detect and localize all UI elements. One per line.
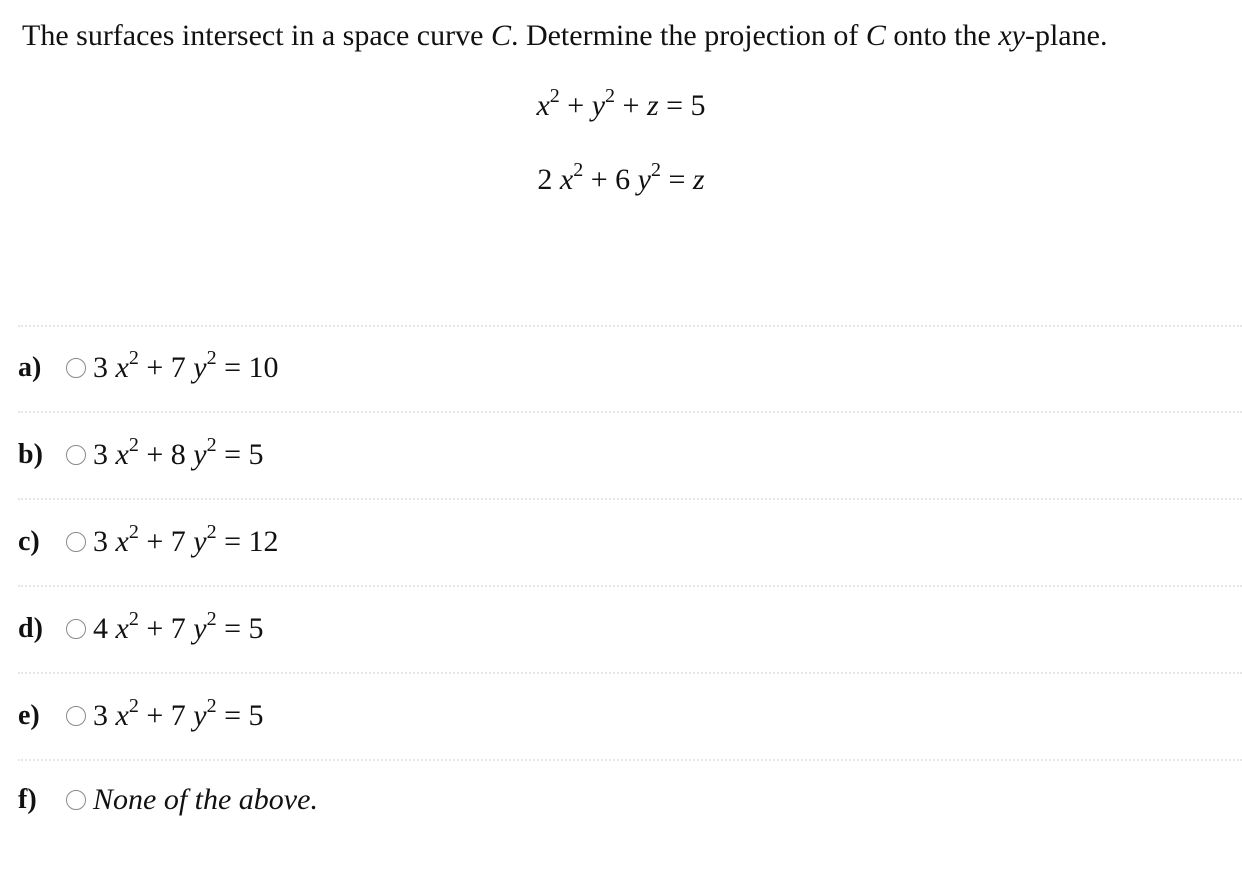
- choice-f-text: None of the above.: [93, 783, 318, 816]
- choice-separator: [18, 585, 1242, 587]
- choice-separator: [18, 759, 1242, 761]
- radio-button-c[interactable]: [66, 532, 86, 552]
- choice-d[interactable]: [18, 609, 264, 649]
- choice-c[interactable]: [18, 522, 279, 562]
- question-onto: onto the: [885, 19, 999, 52]
- choice-b[interactable]: [18, 435, 264, 475]
- radio-button-b[interactable]: [66, 445, 86, 465]
- choice-separator: [18, 411, 1242, 413]
- choice-separator: [18, 325, 1242, 327]
- radio-button-d[interactable]: [66, 619, 86, 639]
- choice-separator: [18, 498, 1242, 500]
- choice-a-text: 3 $x^2 + 7$ $y^2 = 10$: [93, 347, 279, 384]
- plane-variable: xy: [998, 19, 1025, 52]
- equation-2: 2 $x^2 + 6$ $y^2 = z$: [537, 159, 705, 196]
- choice-letter: c): [18, 526, 40, 557]
- choice-b-text: 3 $x^2 + 8$ $y^2 = 5$: [93, 434, 264, 471]
- question-text: [22, 16, 1222, 56]
- choice-e[interactable]: [18, 696, 264, 736]
- choice-d-text: 4 $x^2 + 7$ $y^2 = 5$: [93, 608, 264, 645]
- choice-letter: a): [18, 352, 42, 383]
- choice-separator: [18, 672, 1242, 674]
- radio-button-e[interactable]: [66, 706, 86, 726]
- radio-button-f[interactable]: [66, 790, 86, 810]
- choice-letter: d): [18, 613, 43, 644]
- choice-letter: e): [18, 700, 40, 731]
- curve-name: C: [490, 19, 511, 52]
- question-middle: . Determine the projection of: [510, 19, 866, 52]
- choice-e-text: 3 $x^2 + 7$ $y^2 = 5$: [93, 695, 264, 732]
- equation-1: $x^2 + y^2 + z = 5$: [536, 85, 706, 122]
- choice-letter: f): [18, 784, 37, 815]
- curve-name-2: C: [865, 19, 886, 52]
- question-prefix: The surfaces intersect in a space curve: [22, 19, 491, 52]
- choice-letter: b): [18, 439, 43, 470]
- choice-f[interactable]: [18, 780, 318, 820]
- choice-c-text: 3 $x^2 + 7$ $y^2 = 12$: [93, 521, 279, 558]
- choice-a[interactable]: [18, 348, 279, 388]
- question-suffix: -plane.: [1024, 19, 1108, 52]
- radio-button-a[interactable]: [66, 358, 86, 378]
